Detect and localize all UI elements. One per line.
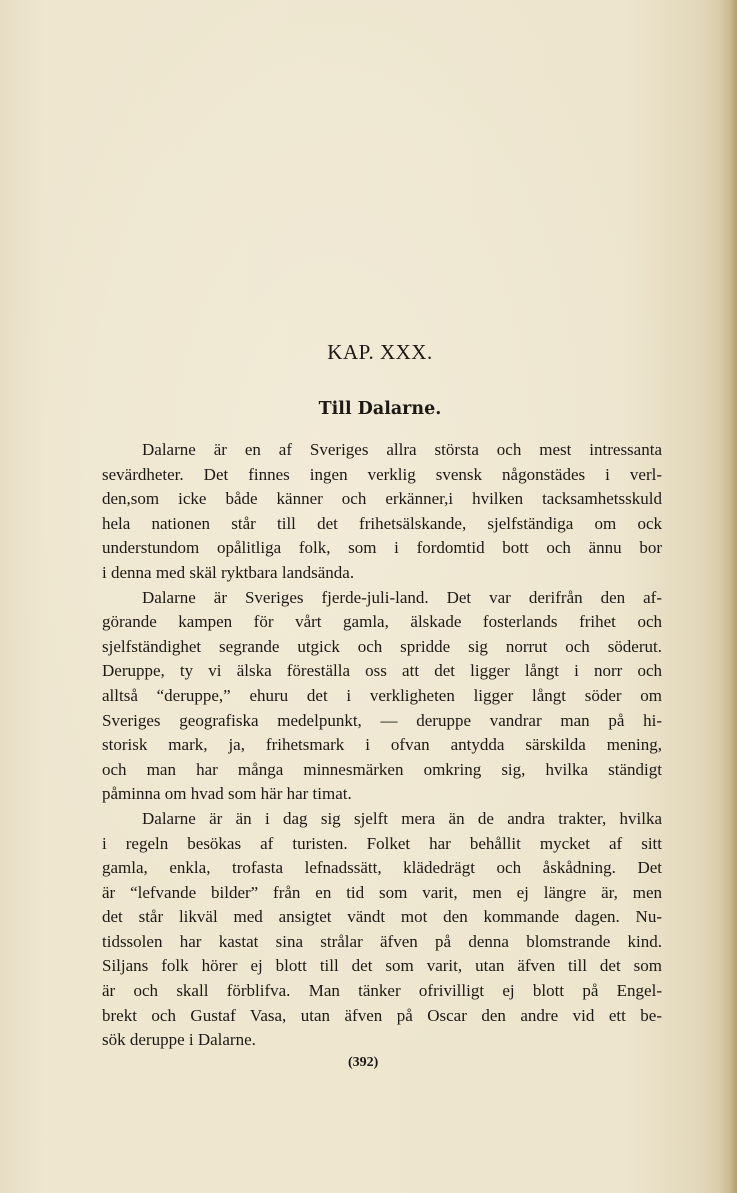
text-line: det står likväl med ansigtet vändt mot den kommande dagen. Nu- xyxy=(102,907,662,927)
chapter-title: KAP. XXX. xyxy=(327,340,433,364)
text-line: i denna med skäl ryktbara landsända. xyxy=(102,562,355,582)
text-line: tidssolen har kastat sina strålar äfven på denna blomstrande kind. xyxy=(102,931,662,951)
text-line: storisk mark, ja, frihetsmark i ofvan antydda särskilda mening, xyxy=(102,735,662,755)
text-line: i regeln besökas af turisten. Folket har behållit mycket af sitt xyxy=(102,833,662,853)
text-line: den,som icke både känner och erkänner,i hvilken tacksamhetsskuld xyxy=(102,489,662,509)
text-line: alltså “deruppe,” ehuru det i verkligheten ligger långt söder om xyxy=(102,685,662,705)
page-edge-shadow xyxy=(719,0,737,1193)
text-line: Dalarne är Sveriges fjerde-juli-land. Det var derifrån den af- xyxy=(142,587,662,607)
text-line: är “lefvande bilder” från en tid som varit, men ej längre är, men xyxy=(102,882,662,902)
text-line: brekt och Gustaf Vasa, utan äfven på Oscar den andre vid ett be- xyxy=(102,1005,662,1025)
text-line: görande kampen för vårt gamla, älskade fosterlands frihet och xyxy=(102,612,662,632)
text-line: sök deruppe i Dalarne. xyxy=(102,1030,256,1050)
page-number: (392) xyxy=(348,1055,379,1070)
body-text xyxy=(102,438,662,1053)
section-title: Till Dalarne. xyxy=(318,399,442,419)
text-line: Deruppe, ty vi älska föreställa oss att det ligger långt i norr och xyxy=(102,661,662,681)
text-line: sjelfständighet segrande utgick och spridde sig norrut och söderut. xyxy=(102,636,662,656)
text-line: understundom opålitliga folk, som i fordomtid bott och ännu bor xyxy=(102,538,662,558)
text-line: Siljans folk hörer ej blott till det som varit, utan äfven till det som xyxy=(102,956,662,976)
text-line: sevärdheter. Det finnes ingen verklig svensk någonstädes i verl- xyxy=(102,464,662,484)
text-line: hela nationen står till det frihetsälskande, sjelfständiga om ock xyxy=(102,513,662,533)
text-line: påminna om hvad som här har timat. xyxy=(102,784,352,804)
text-line: Dalarne är en af Sveriges allra största och mest intressanta xyxy=(142,440,662,459)
text-line: gamla, enkla, trofasta lefnadssätt, klädedrägt och åskådning. Det xyxy=(102,858,662,878)
text-line: Dalarne är än i dag sig sjelft mera än de andra trakter, hvilka xyxy=(142,808,662,828)
text-line: Sveriges geografiska medelpunkt, — deruppe vandrar man på hi- xyxy=(102,710,662,730)
text-line: är och skall förblifva. Man tänker ofrivilligt ej blott på Engel- xyxy=(102,981,662,1001)
text-line: och man har många minnesmärken omkring sig, hvilka ständigt xyxy=(102,759,662,779)
